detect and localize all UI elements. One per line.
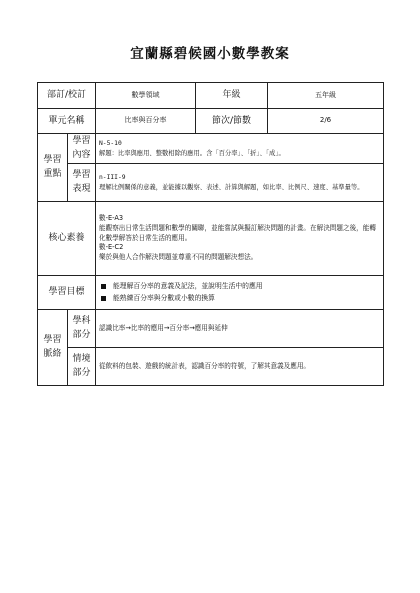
core-competency <box>96 202 384 276</box>
learning-content <box>96 134 384 164</box>
row-core-competency <box>38 202 384 276</box>
row-objectives <box>38 276 384 310</box>
label-learning-context: 學習 脈絡 <box>38 310 68 386</box>
label-objectives: 學習目標 <box>38 276 96 310</box>
label-dept: 部訂/校訂 <box>38 83 96 109</box>
learning-performance-code: n-III-9 <box>99 174 126 182</box>
row-dept <box>38 83 384 109</box>
label-core-competency: 核心素養 <box>38 202 96 276</box>
label-subject-part: 學科 部分 <box>68 310 96 348</box>
label-grade: 年級 <box>196 83 268 109</box>
document-title: 宜蘭縣碧候國小數學教案 <box>130 46 290 62</box>
label-learning-performance: 學習 表現 <box>68 164 96 202</box>
value-session: 2/6 <box>268 109 384 134</box>
learning-content-text: 解題：比率與應用、整數相除的應用。含「百分率」、「折」、「成」。 <box>99 149 285 157</box>
row-learning-performance <box>38 164 384 202</box>
row-unit <box>38 109 384 134</box>
core-code-1: 數-E-A3 <box>99 213 124 222</box>
label-unit: 單元名稱 <box>38 109 96 134</box>
situation-part-text: 從飲料的包裝、遊戲的統計表，認識百分率的符號，了解其意義及應用。 <box>96 348 384 386</box>
objectives-list-cell <box>96 276 384 310</box>
objectives-list <box>99 281 380 305</box>
learning-performance <box>96 164 384 202</box>
learning-content-code: N-5-10 <box>99 140 122 148</box>
core-text-2: 樂於與他人合作解決問題並尊重不同的問題解決想法。 <box>99 253 258 262</box>
core-code-2: 數-E-C2 <box>99 243 124 252</box>
subject-part-text: 認識比率→比率的應用→百分率→應用與延伸 <box>96 310 384 348</box>
label-learning-focus: 學習 重點 <box>38 134 68 202</box>
label-situation-part: 情境 部分 <box>68 348 96 386</box>
learning-performance-text: 理解比例關係的意義，並能據以觀察、表述、計算與解題，如比率、比例尺、速度、基準量等。 <box>99 183 364 191</box>
objective-item: 能熟練百分率與分數或小數的換算 <box>99 293 380 305</box>
value-dept: 數學領域 <box>96 83 196 109</box>
value-unit: 比率與百分率 <box>96 109 196 134</box>
label-session: 節次/節數 <box>196 109 268 134</box>
row-subject-part <box>38 310 384 348</box>
value-grade: 五年級 <box>268 83 384 109</box>
row-learning-content <box>38 134 384 164</box>
core-text-1: 能觀察出日常生活問題和數學的關聯，並能嘗試與擬訂解決問題的計畫。在解決問題之後，能轉化數學解答於日常生活的應用。 <box>99 223 376 242</box>
objective-item: 能理解百分率的意義及記法，並說明生活中的應用 <box>99 281 380 293</box>
lesson-plan-table <box>37 82 384 386</box>
row-situation-part <box>38 348 384 386</box>
label-learning-content: 學習 內容 <box>68 134 96 164</box>
